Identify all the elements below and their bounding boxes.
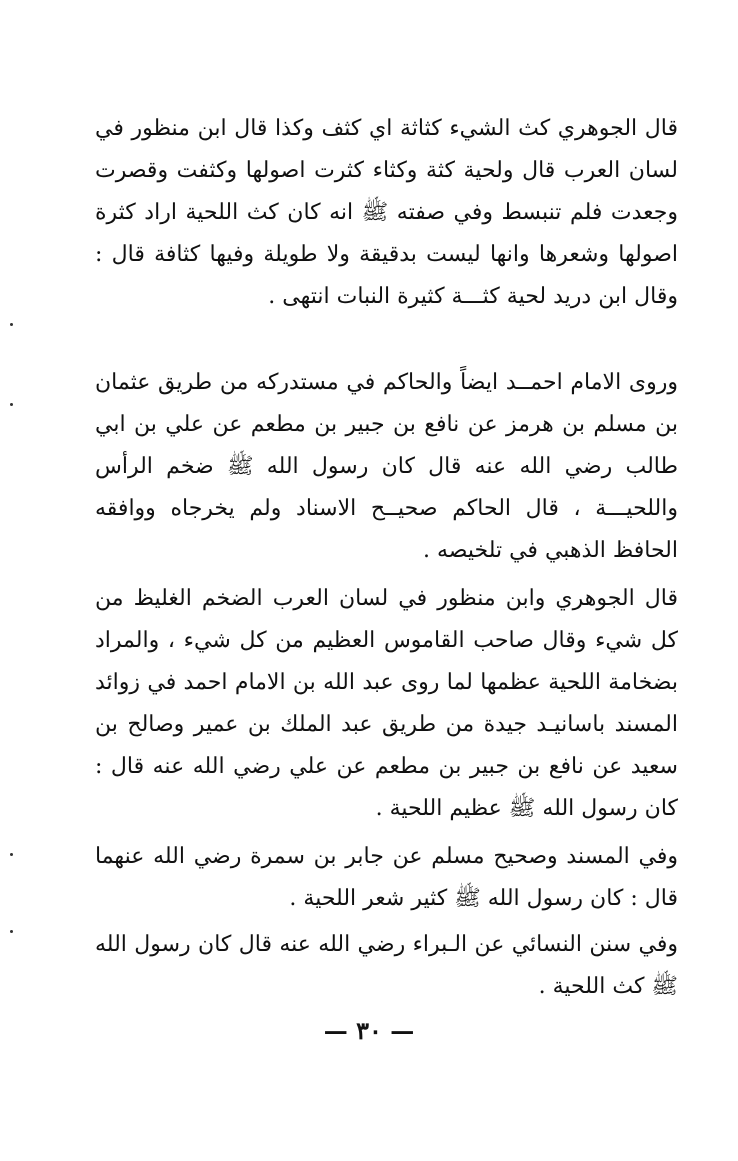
margin-speck bbox=[10, 930, 13, 933]
paragraph-5: وفي سنن النسائي عن الـبراء رضي الله عنه قال كان رسول الله ﷺ كث اللحية . bbox=[95, 932, 678, 999]
paragraph-3: قال الجوهري وابن منظور في لسان العرب الضخم الغليظ من كل شيء وقال صاحب القاموس العظيم من كل شيء ، والمراد بضخامة اللحية عظمها لما روى عبد الله بن الامام احمد في زوائد المسند باسانيـد جيدة من طريق عبد الملك بن عمير وصالح بن سعيد عن نافع بن جبير بن مطعم عن علي رضي الله عنه قال : كان رسول الله ﷺ عظيم اللحية . bbox=[95, 586, 678, 821]
margin-speck bbox=[10, 853, 13, 856]
margin-speck bbox=[10, 323, 13, 326]
margin-speck bbox=[10, 403, 13, 406]
paragraph-2: وروى الامام احمــد ايضاً والحاكم في مستدركه من طريق عثمان بن مسلم بن هرمز عن نافع بن جبير بن مطعم عن علي بن ابي طالب رضي الله عنه قال كان رسول الله ﷺ ضخم الرأس واللحيـــة ، قال الحاكم صحيــح الاسناد ولم يخرجاه ووافقه الحافظ الذهبي في تلخيصه . bbox=[95, 370, 678, 563]
paragraph-1: قال الجوهري كث الشيء كثاثة اي كثف وكذا قال ابن منظور في لسان العرب قال ولحية كثة وكثاء كثرت اصولها وكثفت وقصرت وجعدت فلم تنبسط وفي صفته ﷺ انه كان كث اللحية اراد كثرة اصولها وشعرها وانها ليست بدقيقة ولا طويلة وفيها كثافة قال : وقال ابن دريد لحية كثـــة كثيرة النبات انتهى . bbox=[95, 116, 678, 309]
page-number: — ٣٠ — bbox=[323, 1016, 415, 1045]
paragraph-4: وفي المسند وصحيح مسلم عن جابر بن سمرة رضي الله عنهما قال : كان رسول الله ﷺ كثير شعر اللحية . bbox=[95, 844, 678, 911]
